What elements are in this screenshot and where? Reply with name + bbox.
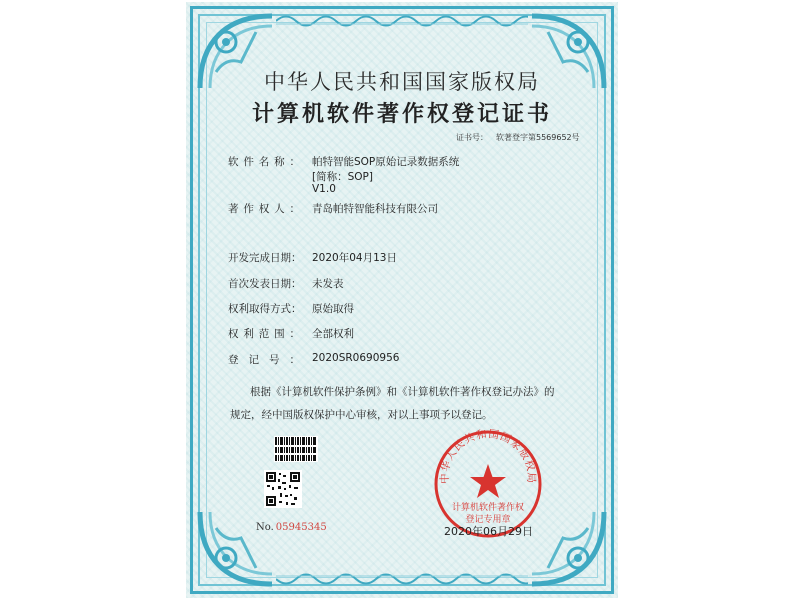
field-value: 帕特智能SOP原始记录数据系统: [312, 156, 460, 168]
serial-number: [256, 522, 327, 533]
field-value: 未发表: [312, 278, 344, 290]
certificate-number-value: 软著登字第5569652号: [496, 133, 580, 142]
certificate-number-label: 证书号：: [456, 133, 488, 142]
certificate: [186, 2, 618, 598]
seal-line-1: 计算机软件著作权: [451, 503, 525, 513]
field-value: 2020SR0690956: [312, 352, 400, 364]
field-value: 青岛帕特智能科技有限公司: [312, 203, 438, 215]
field-value: [简称：SOP]: [312, 171, 373, 183]
serial-value: 05945345: [275, 522, 327, 533]
field-label: 权利取得方式：: [228, 303, 302, 315]
statement-line-1: 根据《计算机软件保护条例》和《计算机软件著作权登记办法》的: [250, 386, 555, 398]
field-label: 开发完成日期：: [228, 252, 302, 264]
field-value: 2020年04月13日: [312, 252, 397, 264]
corner-ornament-bottom-left: [196, 508, 276, 588]
field-label: 权利范围：: [228, 328, 300, 340]
field-label: 软件名称：: [228, 156, 300, 168]
certificate-number: [456, 132, 580, 143]
field-value: 原始取得: [312, 303, 354, 315]
statement-line-2: 规定，经中国版权保护中心审核，对以上事项予以登记。: [230, 409, 493, 421]
barcode-image: [274, 436, 318, 462]
seal-line-2: 登记专用章: [465, 515, 511, 525]
field-value: V1.0: [312, 183, 336, 195]
field-value: 全部权利: [312, 328, 354, 340]
field-label: 首次发表日期：: [228, 278, 302, 290]
qr-code-image: [264, 470, 302, 508]
field-label: 登记号：: [228, 354, 300, 366]
issuer-title: 中华人民共和国国家版权局: [264, 70, 540, 94]
certificate-title: 计算机软件著作权登记证书: [251, 102, 552, 127]
issue-date: 2020年06月29日: [444, 525, 533, 538]
serial-label: No.: [256, 522, 274, 533]
field-label: 著作权人：: [228, 203, 300, 215]
seal-arc-text: 中华人民共和国国家版权局: [438, 428, 538, 485]
top-border-ornament: [276, 12, 528, 30]
bottom-border-ornament: [276, 570, 528, 588]
